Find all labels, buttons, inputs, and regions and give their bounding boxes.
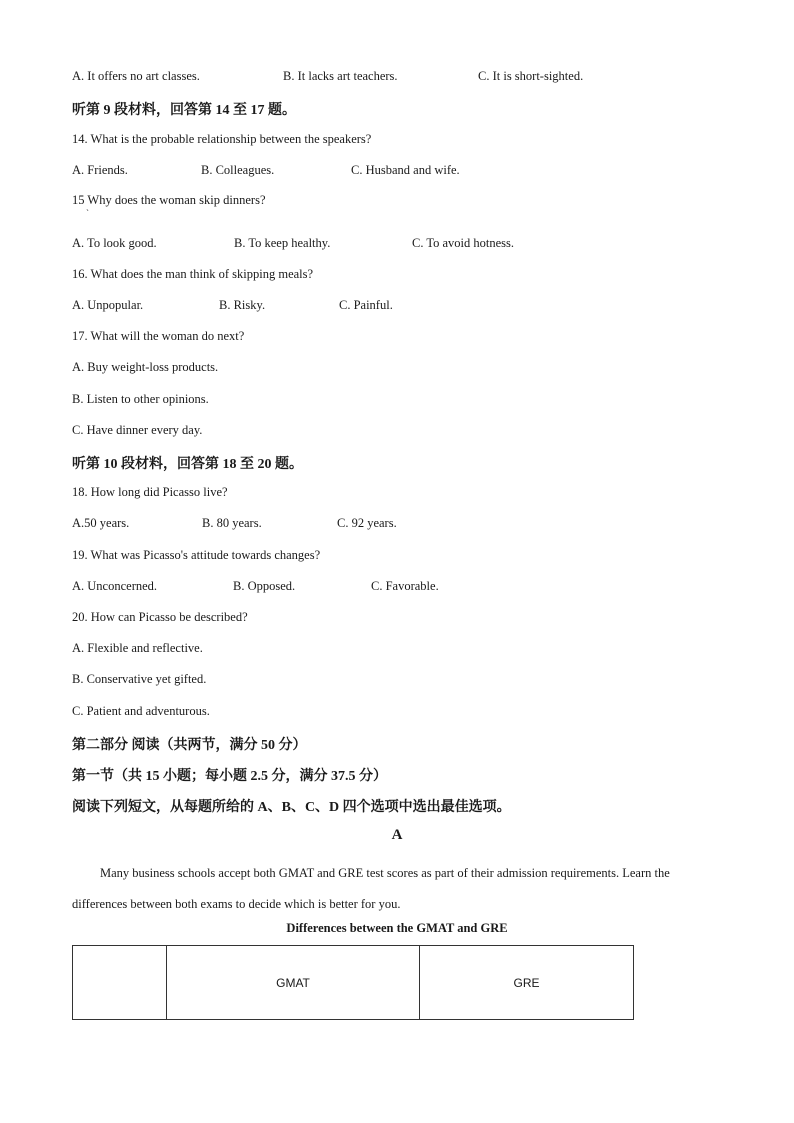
- table-caption: Differences between the GMAT and GRE: [286, 921, 508, 935]
- q13-option-b: B. It lacks art teachers.: [283, 69, 398, 83]
- q15-stem: 15 Why does the woman skip dinners?: [72, 193, 266, 207]
- q14-stem: 14. What is the probable relationship between the speakers?: [72, 132, 372, 146]
- q17-option-b: B. Listen to other opinions.: [72, 392, 209, 406]
- q17-option-c: C. Have dinner every day.: [72, 423, 203, 437]
- section-1-heading: 第一节（共 15 小题；每小题 2.5 分，满分 37.5 分）: [72, 769, 387, 784]
- passage-paragraph: Many business schools accept both GMAT and GRE test scores as part of their admission requirements. Learn the differences between both exams to decide which is better for you.: [72, 866, 670, 911]
- reading-instructions: 阅读下列短文，从每题所给的 A、B、C、D 四个选项中选出最佳选项。: [72, 800, 511, 815]
- q17-stem: 17. What will the woman do next?: [72, 329, 245, 343]
- q14-option-a: A. Friends.: [72, 163, 128, 177]
- q18-option-b: B. 80 years.: [202, 516, 262, 530]
- table-header-row: [73, 946, 634, 1020]
- q15-option-a: A. To look good.: [72, 236, 157, 250]
- q14-option-b: B. Colleagues.: [201, 163, 275, 177]
- q18-option-a: A.50 years.: [72, 516, 130, 530]
- q20-option-c: C. Patient and adventurous.: [72, 704, 210, 718]
- passage-letter: A: [391, 827, 403, 843]
- q18-option-c: C. 92 years.: [337, 516, 397, 530]
- q13-option-a: A. It offers no art classes.: [72, 69, 200, 83]
- section-10-heading: 听第 10 段材料，回答第 18 至 20 题。: [72, 457, 303, 472]
- q15-option-b: B. To keep healthy.: [234, 236, 331, 250]
- q19-option-a: A. Unconcerned.: [72, 579, 158, 593]
- table-header-gmat: GMAT: [167, 946, 420, 1020]
- q16-option-b: B. Risky.: [219, 298, 266, 312]
- q17-option-a: A. Buy weight-loss products.: [72, 360, 219, 374]
- q20-stem: 20. How can Picasso be described?: [72, 610, 248, 624]
- table-header-blank: [73, 946, 167, 1020]
- q20-option-b: B. Conservative yet gifted.: [72, 672, 207, 686]
- section-9-heading: 听第 9 段材料，回答第 14 至 17 题。: [72, 103, 296, 118]
- q15-stray-mark: `: [86, 208, 89, 218]
- q18-stem: 18. How long did Picasso live?: [72, 485, 228, 499]
- q15-option-c: C. To avoid hotness.: [412, 236, 515, 250]
- part-2-heading: 第二部分 阅读（共两节，满分 50 分）: [72, 738, 307, 753]
- q16-option-a: A. Unpopular.: [72, 298, 144, 312]
- q13-option-c: C. It is short-sighted.: [478, 69, 584, 83]
- comparison-table: [72, 945, 634, 1020]
- q20-option-a: A. Flexible and reflective.: [72, 641, 203, 655]
- q16-option-c: C. Painful.: [339, 298, 393, 312]
- q19-option-b: B. Opposed.: [233, 579, 296, 593]
- q19-stem: 19. What was Picasso's attitude towards changes?: [72, 548, 321, 562]
- q16-stem: 16. What does the man think of skipping meals?: [72, 267, 314, 281]
- q19-option-c: C. Favorable.: [371, 579, 439, 593]
- table-header-gre: GRE: [420, 946, 634, 1020]
- q14-option-c: C. Husband and wife.: [351, 163, 460, 177]
